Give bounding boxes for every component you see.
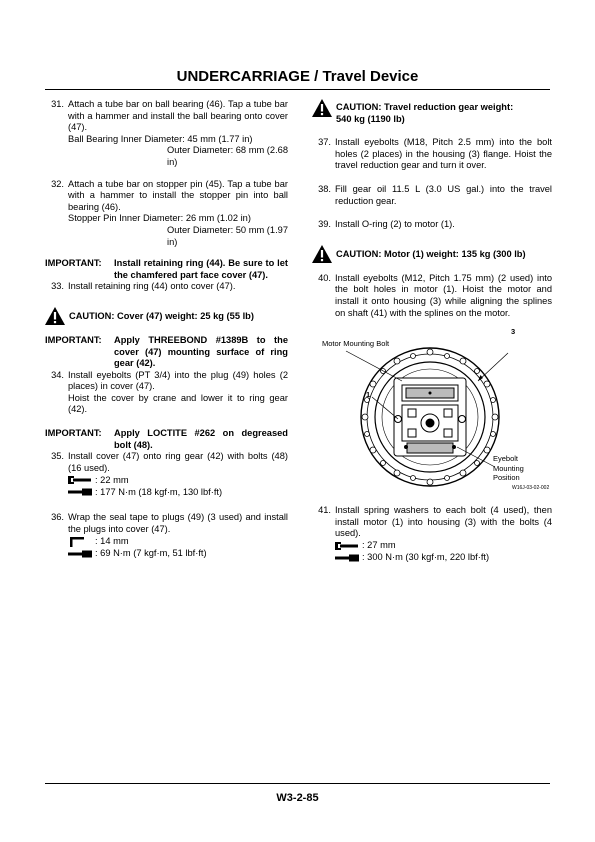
label-1: 1 <box>366 390 371 400</box>
caution-text: CAUTION: Motor (1) weight: 135 kg (300 lb) <box>336 248 526 259</box>
important-label: IMPORTANT: <box>45 258 102 269</box>
important-text: Install retaining ring (44). Be sure to let the chamfered part face cover (47). <box>114 258 288 280</box>
figure-code: W16J-03-02-002 <box>512 485 550 492</box>
torque-value: : 300 N·m (30 kgf·m, 220 lbf·ft) <box>362 552 490 563</box>
important-note <box>45 335 288 370</box>
step-text: Install eyebolts (PT 3/4) into the plug (49) holes (2 places) in cover (47). <box>68 369 288 392</box>
wrench-spec <box>335 540 552 552</box>
warning-icon <box>45 307 65 325</box>
step-text: Install O-ring (2) to motor (1). <box>335 219 455 230</box>
step-number: 38. <box>318 183 331 194</box>
torque-wrench-icon <box>68 550 95 558</box>
caution-note <box>312 245 552 263</box>
step-text: Attach a tube bar on stopper pin (45). Tap a tube bar with a hammer to install the stopper pin into ball bearing (46). <box>68 178 288 212</box>
torque-value: : 177 N·m (18 kgf·m, 130 lbf·ft) <box>95 486 223 497</box>
caution-text: 540 kg (1190 lb) <box>336 113 405 124</box>
torque-wrench-icon <box>68 488 95 496</box>
step-text: Fill gear oil 11.5 L (3.0 US gal.) into the travel reduction gear. <box>335 183 552 206</box>
right-column <box>312 99 552 564</box>
step-text: Attach a tube bar on ball bearing (46). Tap a tube bar with a hammer and install the ball bearing onto cover (47). <box>68 99 288 133</box>
step-number: 36. <box>51 512 64 523</box>
step-number: 40. <box>318 272 331 283</box>
step-text: Wrap the seal tape to plugs (49) (3 used) and install the plugs into cover (47). <box>68 512 288 535</box>
step-text: Install eyebolts (M18, Pitch 2.5 mm) into the bolt holes (2 places) in the housing (3) flange. Hoist the travel reduction gear and turn it over. <box>335 137 552 171</box>
label-eyebolt: Eyebolt <box>493 454 519 464</box>
torque-spec <box>68 486 288 498</box>
step-number: 39. <box>318 219 331 230</box>
step-number: 31. <box>51 99 64 109</box>
wrench-icon <box>335 542 362 550</box>
label-motor-mounting-bolt: Motor Mounting Bolt <box>322 339 390 349</box>
step-39 <box>312 219 552 231</box>
wrench-icon <box>68 476 95 484</box>
step-number: 32. <box>51 178 64 189</box>
step-text: Install eyebolts (M12, Pitch 1.75 mm) (2 used) into the bolt holes in motor (1). Hoist the motor and install it onto housing (3) while aligning the splines on shaft (41) with the splines on the motor. <box>335 272 552 318</box>
header-rule <box>45 89 550 90</box>
step-33 <box>45 281 288 293</box>
important-note <box>45 258 288 281</box>
step-number: 41. <box>318 505 331 516</box>
wrench-spec <box>68 536 288 548</box>
page-number: W3-2-85 <box>276 792 319 804</box>
step-38 <box>312 184 552 207</box>
wrench-spec <box>68 474 288 486</box>
caution-note <box>312 99 552 125</box>
footer-rule <box>45 783 550 784</box>
step-text: Install spring washers to each bolt (4 used), then install motor (1) into housing (3) with the bolts (4 used). <box>335 505 552 539</box>
wrench-size: : 14 mm <box>95 535 129 546</box>
wrench-size: : 22 mm <box>95 474 129 485</box>
torque-wrench-icon <box>335 554 362 562</box>
label-3: 3 <box>511 327 516 337</box>
hex-key-icon <box>68 537 95 547</box>
caution-text: CAUTION: Travel reduction gear weight: <box>336 102 514 112</box>
step-number: 34. <box>51 369 64 380</box>
warning-icon <box>312 99 332 117</box>
left-column <box>45 99 288 560</box>
important-text: Apply THREEBOND #1389B to the cover (47) mounting surface of ring gear (42). <box>114 334 288 369</box>
step-text: Hoist the cover by crane and lower it to ring gear (42). <box>68 392 288 415</box>
wrench-size: : 27 mm <box>362 540 396 551</box>
step-37 <box>312 137 552 172</box>
important-text: Apply LOCTITE #262 on degreased bolt (48). <box>114 428 288 450</box>
spec-line: Outer Diameter: 50 mm (1.97 in) <box>167 224 288 247</box>
important-note <box>45 428 288 451</box>
step-36 <box>45 512 288 559</box>
important-label: IMPORTANT: <box>45 334 102 345</box>
step-31 <box>45 99 288 169</box>
caution-note <box>45 307 288 325</box>
spec-line: Ball Bearing Inner Diameter: 45 mm (1.77 in) <box>68 133 253 144</box>
step-number: 35. <box>51 451 64 462</box>
step-number: 37. <box>318 137 331 148</box>
step-32 <box>45 179 288 249</box>
step-text: Install retaining ring (44) onto cover (47). <box>68 281 236 292</box>
label-mounting-position: Mounting Position <box>493 464 524 483</box>
step-34 <box>45 370 288 416</box>
torque-value: : 69 N·m (7 kgf·m, 51 lbf·ft) <box>95 547 207 558</box>
step-40 <box>312 273 552 319</box>
step-text: Install cover (47) onto ring gear (42) with bolts (48) (16 used). <box>68 451 288 473</box>
spec-line: Outer Diameter: 68 mm (2.68 in) <box>167 145 288 167</box>
warning-icon <box>312 245 332 263</box>
spec-line: Stopper Pin Inner Diameter: 26 mm (1.02 in) <box>68 213 251 224</box>
torque-spec <box>335 552 552 564</box>
page-title: UNDERCARRIAGE / Travel Device <box>176 68 419 85</box>
step-41 <box>312 505 552 564</box>
step-35 <box>45 451 288 498</box>
step-number: 33. <box>51 281 64 292</box>
important-label: IMPORTANT: <box>45 428 102 439</box>
motor-installation-figure <box>312 323 552 497</box>
caution-text: CAUTION: Cover (47) weight: 25 kg (55 lb) <box>69 310 254 321</box>
torque-spec <box>68 548 288 560</box>
